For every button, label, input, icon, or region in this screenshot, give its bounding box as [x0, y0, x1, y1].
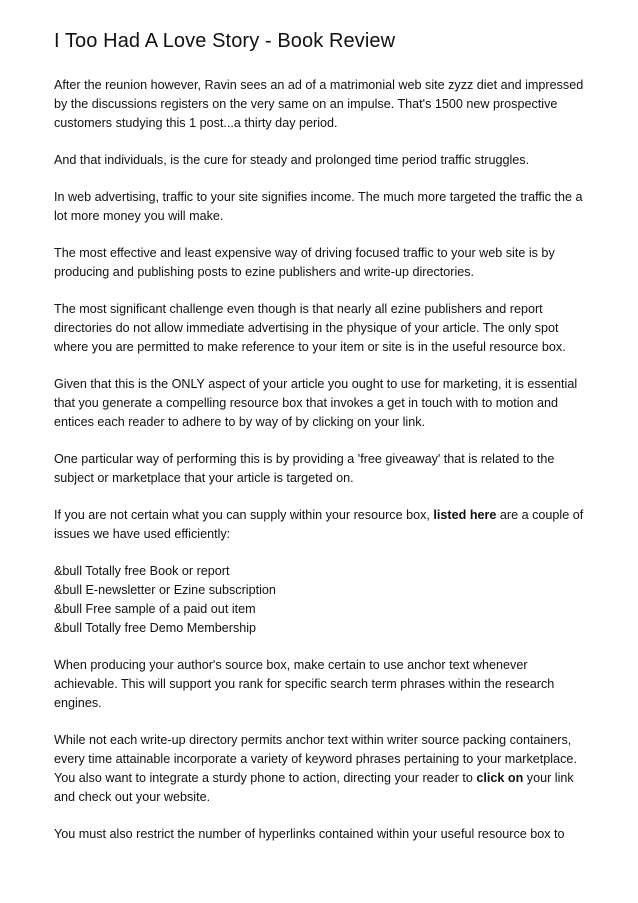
paragraph-4: The most effective and least expensive way of driving focused traffic to your web site is by producing and publishing posts to ezine publishers and write-up directories.	[54, 246, 555, 279]
list-item: &bull Totally free Book or report	[54, 564, 230, 578]
paragraph-1: After the reunion however, Ravin sees an ad of a matrimonial web site zyzz diet and impressed by the discussions registers on the very same on an impulse. That's 1500 new prospective customers studying this 1 post...a thirty day period.	[54, 78, 584, 130]
click-on-link[interactable]: click on	[476, 771, 524, 785]
document-page	[54, 28, 588, 844]
paragraph-8-text-after: are a couple of issues we have used efficiently:	[54, 508, 584, 541]
paragraph-10-text-before: While not each write-up directory permits anchor text within writer source packing containers, every time attainable incorporate a variety of keyword phrases pertaining to your marketplace. You also want to integrate a sturdy phone to action, directing your reader to	[54, 733, 577, 785]
paragraph-11: You must also restrict the number of hyperlinks contained within your useful resource box to	[54, 827, 565, 841]
list-item: &bull E-newsletter or Ezine subscription	[54, 583, 276, 597]
paragraph-6: Given that this is the ONLY aspect of your article you ought to use for marketing, it is essential that you generate a compelling resource box that invokes a get in touch with to motion and entices each reader to adhere to by way of by clicking on your link.	[54, 377, 578, 429]
page-title: I Too Had A Love Story - Book Review	[54, 30, 396, 52]
paragraph-9: When producing your author's source box, make certain to use anchor text whenever achievable. This will support you rank for specific search term phrases within the research engines.	[54, 658, 555, 710]
paragraph-3: In web advertising, traffic to your site signifies income. The much more targeted the traffic the a lot more money you will make.	[54, 190, 583, 223]
paragraph-5: The most significant challenge even though is that nearly all ezine publishers and report directories do not allow immediate advertising in the physique of your article. The only spot where you are permitted to make reference to your item or site is in the useful resource box.	[54, 302, 566, 354]
paragraph-10-text-after: your link and check out your website.	[54, 771, 574, 804]
paragraph-7: One particular way of performing this is by providing a 'free giveaway' that is related to the subject or marketplace that your article is targeted on.	[54, 452, 555, 485]
paragraph-2: And that individuals, is the cure for steady and prolonged time period traffic struggles.	[54, 153, 530, 167]
paragraph-10	[54, 731, 588, 807]
paragraph-8	[54, 506, 588, 544]
bullet-list	[54, 562, 588, 638]
listed-here-link[interactable]: listed here	[433, 508, 497, 522]
paragraph-8-text-before: If you are not certain what you can supply within your resource box,	[54, 508, 434, 522]
list-item: &bull Totally free Demo Membership	[54, 621, 257, 635]
list-item: &bull Free sample of a paid out item	[54, 602, 256, 616]
